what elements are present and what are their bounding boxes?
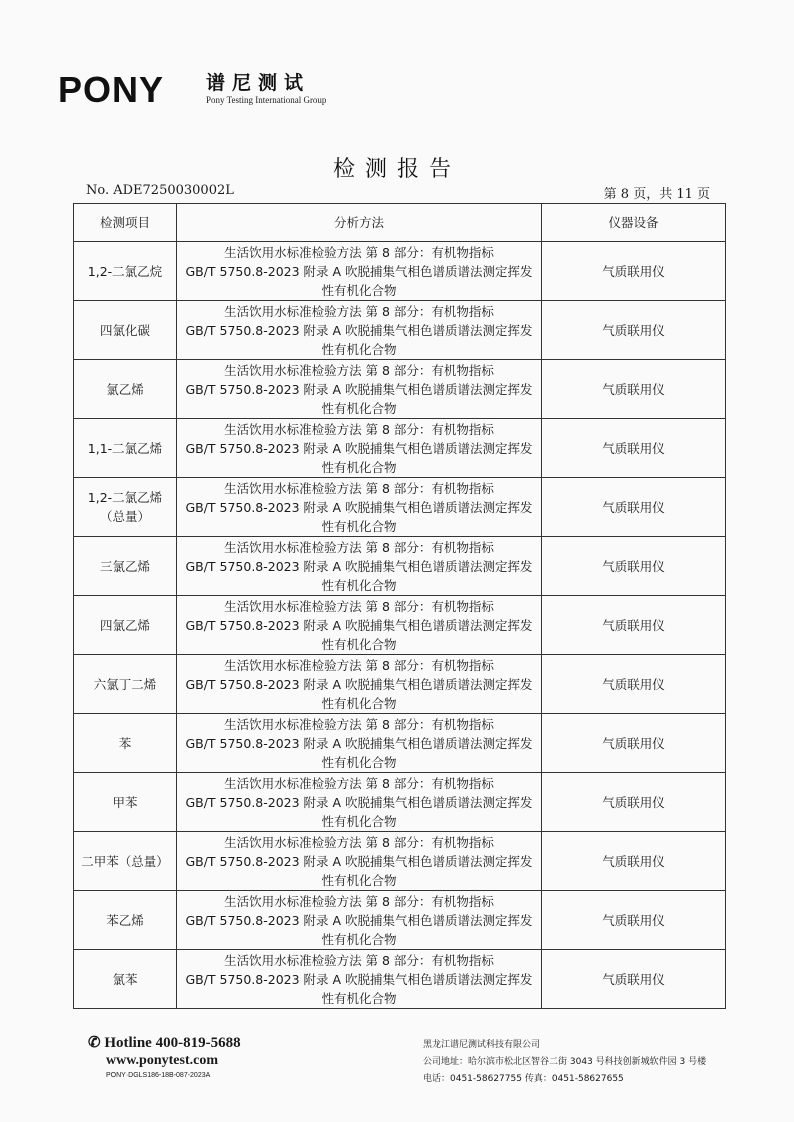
method-cell bbox=[177, 537, 542, 596]
item-cell: 四氯化碳 bbox=[74, 301, 177, 360]
page-number: 第 8 页，共 11 页 bbox=[603, 187, 710, 202]
item-cell: 1,2-二氯乙烷 bbox=[74, 242, 177, 301]
method-cell bbox=[177, 360, 542, 419]
method-line: 生活饮用水标准检验方法 第 8 部分：有机物指标 bbox=[224, 952, 494, 968]
table-row bbox=[74, 301, 726, 360]
hotline bbox=[88, 1034, 241, 1052]
instrument-cell: 气质联用仪 bbox=[542, 596, 726, 655]
instrument-cell: 气质联用仪 bbox=[542, 478, 726, 537]
instrument-cell: 气质联用仪 bbox=[542, 832, 726, 891]
table-row bbox=[74, 950, 726, 1009]
method-line: 生活饮用水标准检验方法 第 8 部分：有机物指标 bbox=[224, 893, 494, 909]
header-method: 分析方法 bbox=[177, 204, 542, 242]
method-line: 性有机化合物 bbox=[321, 990, 397, 1006]
header-item: 检测项目 bbox=[74, 204, 177, 242]
item-cell: 六氯丁二烯 bbox=[74, 655, 177, 714]
method-line: 性有机化合物 bbox=[321, 341, 397, 357]
report-number: No. ADE7250030002L bbox=[86, 183, 234, 198]
company-phone: 电话：0451-58627755 传真：0451-58627655 bbox=[423, 1074, 624, 1084]
method-line: 生活饮用水标准检验方法 第 8 部分：有机物指标 bbox=[224, 775, 494, 791]
method-line: 生活饮用水标准检验方法 第 8 部分：有机物指标 bbox=[224, 244, 494, 260]
table-row bbox=[74, 537, 726, 596]
company-logo bbox=[58, 70, 358, 110]
footer-company bbox=[423, 1037, 706, 1088]
hotline-text: Hotline 400-819-5688 bbox=[104, 1035, 241, 1051]
method-line: 生活饮用水标准检验方法 第 8 部分：有机物指标 bbox=[224, 303, 494, 319]
method-line: GB/T 5750.8-2023 附录 A 吹脱捕集气相色谱质谱法测定挥发 bbox=[185, 735, 533, 751]
method-line: GB/T 5750.8-2023 附录 A 吹脱捕集气相色谱质谱法测定挥发 bbox=[185, 794, 533, 810]
method-line: 生活饮用水标准检验方法 第 8 部分：有机物指标 bbox=[224, 598, 494, 614]
method-line: 性有机化合物 bbox=[321, 459, 397, 475]
method-line: 生活饮用水标准检验方法 第 8 部分：有机物指标 bbox=[224, 716, 494, 732]
method-cell bbox=[177, 478, 542, 537]
item-cell: 二甲苯（总量） bbox=[74, 832, 177, 891]
instrument-cell: 气质联用仪 bbox=[542, 242, 726, 301]
method-line: 性有机化合物 bbox=[321, 636, 397, 652]
method-cell bbox=[177, 950, 542, 1009]
table-row bbox=[74, 478, 726, 537]
instrument-cell: 气质联用仪 bbox=[542, 714, 726, 773]
method-line: GB/T 5750.8-2023 附录 A 吹脱捕集气相色谱质谱法测定挥发 bbox=[185, 558, 533, 574]
method-cell bbox=[177, 301, 542, 360]
instrument-cell: 气质联用仪 bbox=[542, 419, 726, 478]
instrument-cell: 气质联用仪 bbox=[542, 773, 726, 832]
method-cell bbox=[177, 832, 542, 891]
method-cell bbox=[177, 773, 542, 832]
table-row bbox=[74, 891, 726, 950]
company-name: 黑龙江谱尼测试科技有限公司 bbox=[423, 1040, 541, 1050]
item-cell: 苯乙烯 bbox=[74, 891, 177, 950]
company-address: 公司地址：哈尔滨市松北区智谷二街 3043 号科技创新城软件园 3 号楼 bbox=[423, 1057, 707, 1067]
method-line: 生活饮用水标准检验方法 第 8 部分：有机物指标 bbox=[224, 539, 494, 555]
method-line: 性有机化合物 bbox=[321, 754, 397, 770]
method-line: GB/T 5750.8-2023 附录 A 吹脱捕集气相色谱质谱法测定挥发 bbox=[185, 971, 533, 987]
table-row bbox=[74, 419, 726, 478]
table-row bbox=[74, 242, 726, 301]
method-cell bbox=[177, 242, 542, 301]
method-line: 生活饮用水标准检验方法 第 8 部分：有机物指标 bbox=[224, 834, 494, 850]
seal-stamp bbox=[754, 451, 792, 602]
method-cell bbox=[177, 891, 542, 950]
item-cell: 甲苯 bbox=[74, 773, 177, 832]
method-line: GB/T 5750.8-2023 附录 A 吹脱捕集气相色谱质谱法测定挥发 bbox=[185, 853, 533, 869]
header-instrument: 仪器设备 bbox=[542, 204, 726, 242]
instrument-cell: 气质联用仪 bbox=[542, 655, 726, 714]
method-line: GB/T 5750.8-2023 附录 A 吹脱捕集气相色谱质谱法测定挥发 bbox=[185, 912, 533, 928]
table-row bbox=[74, 655, 726, 714]
item-cell: 1,2-二氯乙烯（总量） bbox=[74, 478, 177, 537]
method-line: 生活饮用水标准检验方法 第 8 部分：有机物指标 bbox=[224, 480, 494, 496]
document-code: PONY·DGLS186-18B-087-2023A bbox=[106, 1072, 211, 1079]
method-line: GB/T 5750.8-2023 附录 A 吹脱捕集气相色谱质谱法测定挥发 bbox=[185, 381, 533, 397]
item-cell: 四氯乙烯 bbox=[74, 596, 177, 655]
method-line: 性有机化合物 bbox=[321, 518, 397, 534]
instrument-cell: 气质联用仪 bbox=[542, 950, 726, 1009]
table-header-row bbox=[74, 204, 726, 242]
method-line: 性有机化合物 bbox=[321, 282, 397, 298]
instrument-cell: 气质联用仪 bbox=[542, 301, 726, 360]
method-cell bbox=[177, 714, 542, 773]
method-cell bbox=[177, 655, 542, 714]
method-line: GB/T 5750.8-2023 附录 A 吹脱捕集气相色谱质谱法测定挥发 bbox=[185, 499, 533, 515]
method-line: GB/T 5750.8-2023 附录 A 吹脱捕集气相色谱质谱法测定挥发 bbox=[185, 676, 533, 692]
method-cell bbox=[177, 419, 542, 478]
method-line: 性有机化合物 bbox=[321, 931, 397, 947]
method-line: 性有机化合物 bbox=[321, 872, 397, 888]
table-row bbox=[74, 832, 726, 891]
method-cell bbox=[177, 596, 542, 655]
website: www.ponytest.com bbox=[106, 1053, 218, 1068]
table-row bbox=[74, 360, 726, 419]
method-line: 性有机化合物 bbox=[321, 577, 397, 593]
method-line: 生活饮用水标准检验方法 第 8 部分：有机物指标 bbox=[224, 362, 494, 378]
table-row bbox=[74, 596, 726, 655]
method-line: GB/T 5750.8-2023 附录 A 吹脱捕集气相色谱质谱法测定挥发 bbox=[185, 617, 533, 633]
instrument-cell: 气质联用仪 bbox=[542, 537, 726, 596]
method-line: GB/T 5750.8-2023 附录 A 吹脱捕集气相色谱质谱法测定挥发 bbox=[185, 440, 533, 456]
method-line: GB/T 5750.8-2023 附录 A 吹脱捕集气相色谱质谱法测定挥发 bbox=[185, 263, 533, 279]
item-cell: 三氯乙烯 bbox=[74, 537, 177, 596]
footer-contact bbox=[88, 1034, 241, 1082]
method-line: 生活饮用水标准检验方法 第 8 部分：有机物指标 bbox=[224, 657, 494, 673]
method-table bbox=[73, 203, 726, 1009]
instrument-cell: 气质联用仪 bbox=[542, 360, 726, 419]
method-line: 性有机化合物 bbox=[321, 813, 397, 829]
item-cell: 氯苯 bbox=[74, 950, 177, 1009]
item-cell: 苯 bbox=[74, 714, 177, 773]
method-line: 生活饮用水标准检验方法 第 8 部分：有机物指标 bbox=[224, 421, 494, 437]
logo-chinese-name: 谱尼测试 bbox=[206, 72, 311, 94]
method-line: GB/T 5750.8-2023 附录 A 吹脱捕集气相色谱质谱法测定挥发 bbox=[185, 322, 533, 338]
table-row bbox=[74, 714, 726, 773]
logo-brand: PONY bbox=[58, 69, 165, 110]
phone-icon: ✆ bbox=[88, 1035, 105, 1051]
method-line: 性有机化合物 bbox=[321, 695, 397, 711]
table-row bbox=[74, 773, 726, 832]
table-body bbox=[74, 242, 726, 1009]
item-cell: 氯乙烯 bbox=[74, 360, 177, 419]
report-title: 检测报告 bbox=[332, 157, 461, 182]
instrument-cell: 气质联用仪 bbox=[542, 891, 726, 950]
logo-english-name: Pony Testing International Group bbox=[206, 95, 327, 105]
method-line: 性有机化合物 bbox=[321, 400, 397, 416]
item-cell: 1,1-二氯乙烯 bbox=[74, 419, 177, 478]
